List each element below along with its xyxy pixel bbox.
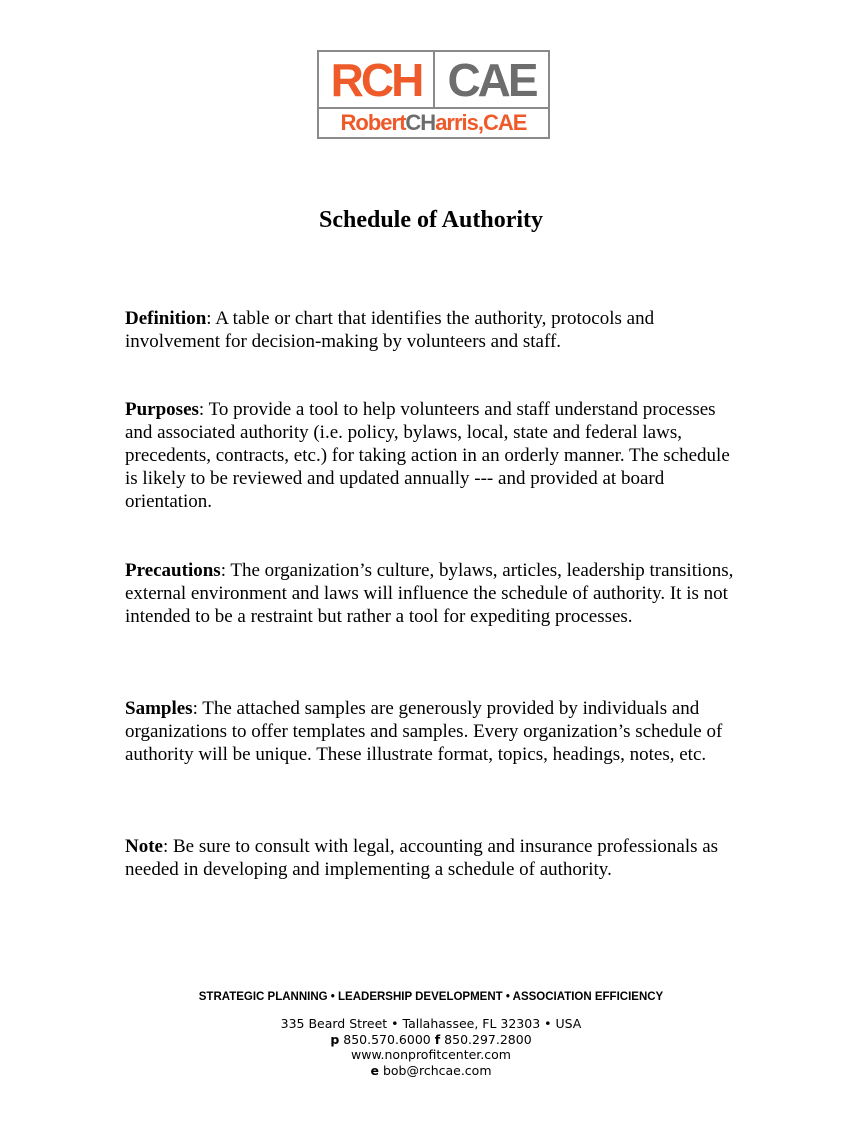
footer-email	[0, 1063, 862, 1079]
section-text: : The organization’s culture, bylaws, articles, leadership transitions, external environment and laws will influence the schedule of authority. It is not intended to be a restraint but rather a tool for expediting processes.	[125, 560, 734, 627]
footer-contact	[0, 1016, 862, 1078]
fax-label: f	[434, 1031, 441, 1047]
fax-number: 850.297.2800	[444, 1031, 532, 1047]
section-text: : Be sure to consult with legal, accounting and insurance professionals as needed in developing and implementing a schedule of authority.	[125, 836, 719, 880]
logo-name-part: CH	[405, 110, 436, 135]
section-term: Samples	[125, 698, 193, 719]
logo-cae-text: CAE	[447, 53, 536, 106]
precautions-paragraph	[125, 559, 745, 628]
section-text: : To provide a tool to help volunteers and staff understand processes and associated authority (i.e. policy, bylaws, local, state and federal laws, precedents, contracts, etc.) for taking action in an orderly manner. The schedule is likely to be reviewed and updated annually --- and provided at board orientation.	[125, 399, 730, 512]
purposes-paragraph	[125, 398, 745, 513]
logo-name-part: arris,CAE	[435, 110, 527, 135]
section-text: : The attached samples are generously provided by individuals and organizations to offer templates and samples. Every organization’s schedule of authority will be unique. These illustrate format, topics, headings, notes, etc.	[125, 698, 723, 765]
footer-tagline: STRATEGIC PLANNING • LEADERSHIP DEVELOPMENT • ASSOCIATION EFFICIENCY	[198, 991, 664, 1003]
footer-address: 335 Beard Street • Tallahassee, FL 32303 • USA	[280, 1016, 582, 1031]
section-term: Definition	[125, 308, 207, 329]
phone-label: p	[330, 1031, 340, 1047]
section-term: Note	[125, 836, 163, 857]
logo-name	[319, 109, 548, 137]
email-address[interactable]: bob@rchcae.com	[382, 1062, 492, 1078]
section-text: : A table or chart that identifies the authority, protocols and involvement for decision-making by volunteers and staff.	[125, 308, 655, 352]
section-term: Purposes	[125, 399, 199, 420]
definition-paragraph	[125, 307, 745, 353]
logo-name-part: Robert	[340, 110, 406, 135]
footer-website[interactable]: www.nonprofitcenter.com	[351, 1047, 511, 1062]
note-paragraph	[125, 835, 745, 881]
phone-number: 850.570.6000	[343, 1031, 431, 1047]
logo-rch-text: RCH	[330, 53, 422, 106]
footer-phone-fax	[0, 1032, 862, 1048]
page-title: Schedule of Authority	[318, 207, 543, 233]
samples-paragraph	[125, 697, 745, 766]
email-label: e	[370, 1062, 379, 1078]
company-logo	[317, 50, 550, 139]
section-term: Precautions	[125, 560, 221, 581]
